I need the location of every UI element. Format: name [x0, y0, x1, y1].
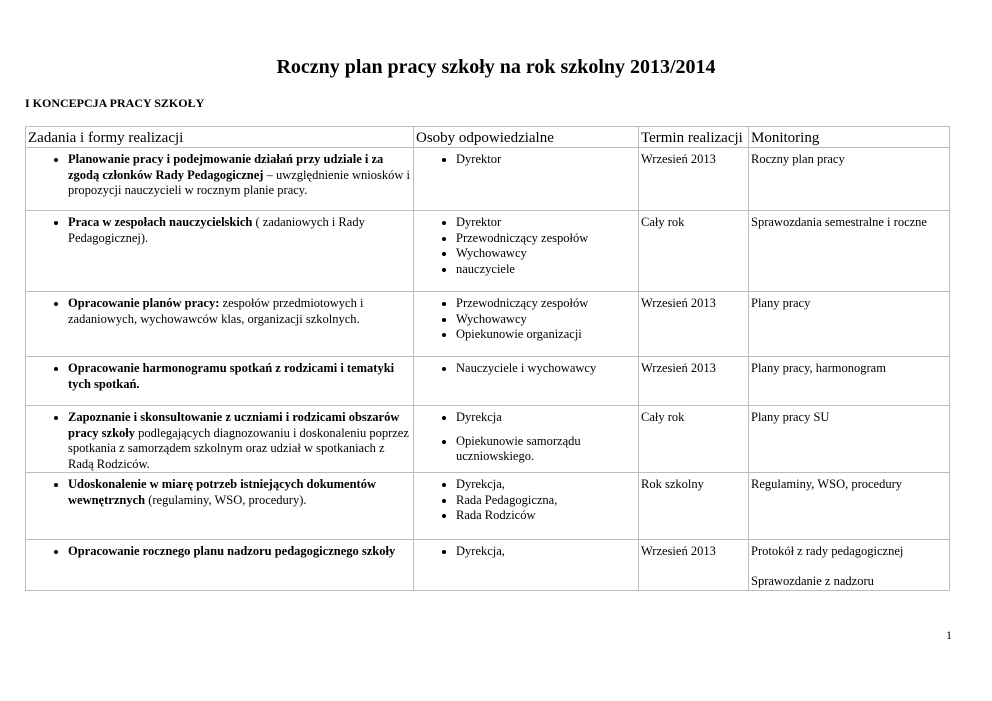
- termin-cell: [639, 406, 749, 473]
- task-cell: [26, 357, 414, 406]
- task-item: [68, 361, 411, 392]
- termin-cell: [639, 292, 749, 357]
- person-item: • Rada Rodziców: [456, 508, 636, 524]
- task-text: ( zadaniowych i Rady Pedagogicznej).: [68, 215, 365, 245]
- task-cell: [26, 406, 414, 473]
- monitoring-text: Protokół z rady pedagogicznej: [751, 544, 904, 558]
- task-bold-text: Praca w zespołach nauczycielskich: [68, 215, 253, 229]
- task-bold-text: Opracowanie harmonogramu spotkań z rodzicami i tematyki tych spotkań.: [68, 361, 395, 391]
- monitoring-text: Roczny plan pracy: [751, 152, 845, 166]
- list-spacer: [456, 426, 636, 434]
- person-item: • Wychowawcy: [456, 246, 636, 262]
- task-bold-text: Opracowanie rocznego planu nadzoru pedagogicznego szkoły: [68, 544, 396, 558]
- monitoring-cell: [749, 292, 950, 357]
- task-cell: [26, 292, 414, 357]
- person-item: • Dyrektor: [456, 152, 636, 168]
- page-number: 1: [946, 628, 952, 642]
- termin-text: Cały rok: [641, 215, 685, 229]
- person-item: • Dyrekcja,: [456, 477, 636, 493]
- task-cell: [26, 473, 414, 540]
- person-item: • Opiekunowie organizacji: [456, 327, 636, 343]
- termin-text: Wrzesień 2013: [641, 544, 716, 558]
- task-bold-text: Opracowanie planów pracy:: [68, 296, 220, 310]
- monitoring-cell: [749, 211, 950, 292]
- task-text: (regulaminy, WSO, procedury).: [145, 492, 307, 507]
- task-item: [68, 544, 411, 560]
- persons-cell: [414, 357, 639, 406]
- monitoring-text: Sprawozdania semestralne i roczne: [751, 215, 927, 229]
- table-row: [26, 406, 950, 473]
- task-bold-text: Zapoznanie i skonsultowanie z uczniami i rodzicami obszarów pracy szkoły: [68, 410, 400, 440]
- monitoring-cell: [749, 148, 950, 211]
- person-item: • Opiekunowie samorządu uczniowskiego.: [456, 434, 636, 465]
- monitoring-cell: [749, 473, 950, 540]
- termin-cell: [639, 148, 749, 211]
- task-text: – uwzględnienie wniosków i propozycji nauczycieli w rocznym planie pracy.: [68, 167, 410, 197]
- task-cell: [26, 148, 414, 211]
- task-item: [68, 296, 411, 327]
- header-zadania: Zadania i formy realizacji: [26, 127, 414, 148]
- termin-text: Wrzesień 2013: [641, 296, 716, 310]
- header-monitoring: Monitoring: [749, 127, 950, 148]
- header-termin: Termin realizacji: [639, 127, 749, 148]
- person-item: • Wychowawcy: [456, 312, 636, 328]
- termin-cell: [639, 540, 749, 591]
- persons-cell: [414, 211, 639, 292]
- task-item: [68, 152, 411, 199]
- termin-text: Rok szkolny: [641, 477, 704, 491]
- persons-cell: [414, 406, 639, 473]
- person-item: • Rada Pedagogiczna,: [456, 493, 636, 509]
- person-item: • Dyrektor: [456, 215, 636, 231]
- monitoring-cell: [749, 406, 950, 473]
- monitoring-text: Plany pracy SU: [751, 410, 830, 424]
- monitoring-text: Sprawozdanie z nadzoru: [751, 573, 874, 588]
- table-row: [26, 148, 950, 211]
- table-row: [26, 292, 950, 357]
- monitoring-text: Regulaminy, WSO, procedury: [751, 477, 903, 491]
- task-item: [68, 410, 411, 472]
- task-item: [68, 215, 411, 246]
- person-item: • Nauczyciele i wychowawcy: [456, 361, 636, 377]
- termin-cell: [639, 473, 749, 540]
- termin-cell: [639, 357, 749, 406]
- monitoring-text: Plany pracy, harmonogram: [751, 361, 886, 375]
- monitoring-text: Plany pracy: [751, 296, 811, 310]
- task-bold-text: Planowanie pracy i podejmowanie działań przy udziale i za zgodą członków Rady Pedagogicznej: [68, 152, 384, 182]
- table-row: [26, 540, 950, 591]
- page-title: Roczny plan pracy szkoły na rok szkolny 2013/2014: [276, 56, 716, 78]
- persons-cell: [414, 148, 639, 211]
- section-heading: I KONCEPCJA PRACY SZKOŁY: [25, 96, 205, 110]
- table-row: [26, 211, 950, 292]
- monitoring-cell: [749, 540, 950, 591]
- persons-cell: [414, 292, 639, 357]
- monitoring-cell: [749, 357, 950, 406]
- task-cell: [26, 540, 414, 591]
- person-item: • Przewodniczący zespołów: [456, 231, 636, 247]
- persons-cell: [414, 540, 639, 591]
- termin-cell: [639, 211, 749, 292]
- task-bold-text: Udoskonalenie w miarę potrzeb istniejących dokumentów wewnętrznych: [68, 477, 376, 507]
- person-item: • Przewodniczący zespołów: [456, 296, 636, 312]
- table-row: [26, 357, 950, 406]
- task-item: [68, 477, 411, 508]
- task-text: podlegających diagnozowaniu i doskonaleniu poprzez spotkania z samorządem szkolnym oraz udział w spotkaniach z Radą Rodziców.: [68, 425, 409, 471]
- table-row: [26, 473, 950, 540]
- termin-text: Wrzesień 2013: [641, 361, 716, 375]
- header-osoby: Osoby odpowiedzialne: [414, 127, 639, 148]
- persons-cell: [414, 473, 639, 540]
- person-item: • nauczyciele: [456, 262, 636, 278]
- task-cell: [26, 211, 414, 292]
- task-text: zespołów przedmiotowych i zadaniowych, wychowawców klas, organizacji szkolnych.: [68, 296, 364, 326]
- termin-text: Cały rok: [641, 410, 685, 424]
- person-item: • Dyrekcja: [456, 410, 636, 426]
- plan-table: [25, 126, 950, 591]
- termin-text: Wrzesień 2013: [641, 152, 716, 166]
- person-item: • Dyrekcja,: [456, 544, 636, 560]
